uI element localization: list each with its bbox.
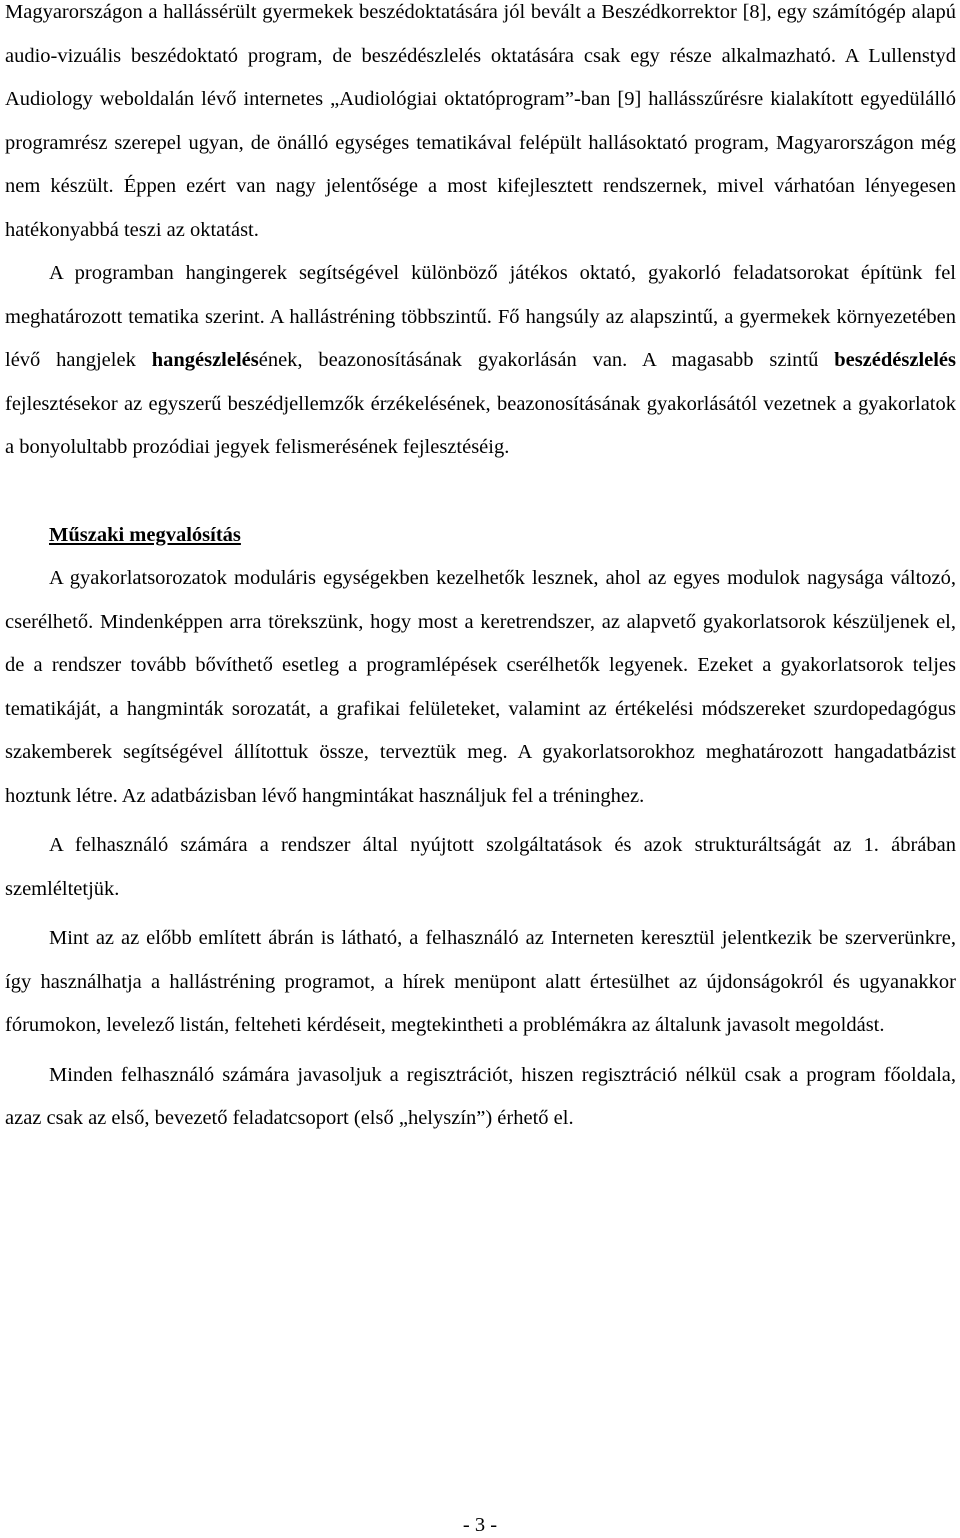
intro-paragraph: Magyarországon a hallássérült gyermekek beszédoktatására jól bevált a Beszédkorrektor [8], egy számítógép alapú audio-vizuális beszédoktató program, de beszédészlelés oktatására csak egy része alkalmazható. A Lullenstyd Audiology weboldalán lévő internetes „Audiológiai oktatóprogram”-ban [9] hallásszűrésre kialakított egyedülálló programrész szerepel ugyan, de önálló egységes tematikával felépült hallásoktató program, Magyarországon még nem készült. Éppen ezért van nagy jelentősége a most kifejlesztett rendszernek, mivel várhatóan lényegesen hatékonyabbá teszi az oktatást.	[5, 1, 956, 241]
page-number: - 3 -	[462, 1514, 498, 1536]
modules-paragraph: A gyakorlatsorozatok moduláris egységekben kezelhetők lesznek, ahol az egyes modulok nagysága változó, cserélhető. Mindenképpen arra törekszünk, hogy most a keretrendszer, az alapvető gyakorlatsorok készüljenek el, de a rendszer tovább bővíthető esetleg a programlépések cserélhetők legyenek. Ezeket a gyakorlatsorok teljes tematikáját, a hangminták sorozatát, a grafikai felületeket, valamint az értékelési módszereket szurdopedagógus szakemberek segítségével állítottuk össze, terveztük meg. A gyakorlatsorokhoz meghatározott hangadatbázist hoztunk létre. Az adatbázisban lévő hangmintákat használjuk fel a tréninghez.	[5, 567, 956, 807]
program-paragraph	[5, 252, 956, 470]
registration-paragraph: Minden felhasználó számára javasoljuk a regisztrációt, hiszen regisztráció nélkül csak a program főoldala, azaz csak az első, bevezető feladatcsoport (első „helyszín”) érhető el.	[5, 1063, 956, 1129]
section-heading: Műszaki megvalósítás	[49, 523, 241, 546]
text-segment: A programban hangingerek segítségével különböző játékos oktató, gyakorló feladatsorokat építünk fel meghatározott tematika szerint. A hallástréning többszintű. Fő hangsúly az alapszintű, a gyermekek környezetében lévő hangjelek	[5, 262, 956, 371]
text-segment: fejlesztésekor az egyszerű beszédjellemzők érzékelésének, beazonosításának gyakorlásától vezetnek a gyakorlatok a bonyolultabb prozódiai jegyek felismerésének fejlesztéséig.	[5, 392, 956, 458]
figure-description-paragraph: Mint az az előbb említett ábrán is látható, a felhasználó az Interneten keresztül jelentkezik be szerverünkre, így használhatja a hallástréning programot, a hírek menüpont alatt értesülhet az újdonságokról és ugyanakkor fórumokon, levelező listán, felteheti kérdéseit, megtekintheti a problémákra az általunk javasolt megoldást.	[5, 927, 956, 1036]
text-segment: ének, beazonosításának gyakorlásán van. A magasabb szintű	[258, 349, 835, 371]
bold-term-hangeszleles: hangészlelés	[151, 349, 259, 371]
bold-term-beszedeszleles: beszédészlelés	[834, 349, 957, 371]
services-paragraph: A felhasználó számára a rendszer által nyújtott szolgáltatások és azok strukturáltságát az 1. ábrában szemléltetjük.	[5, 834, 956, 900]
document-page	[5, 0, 956, 1141]
